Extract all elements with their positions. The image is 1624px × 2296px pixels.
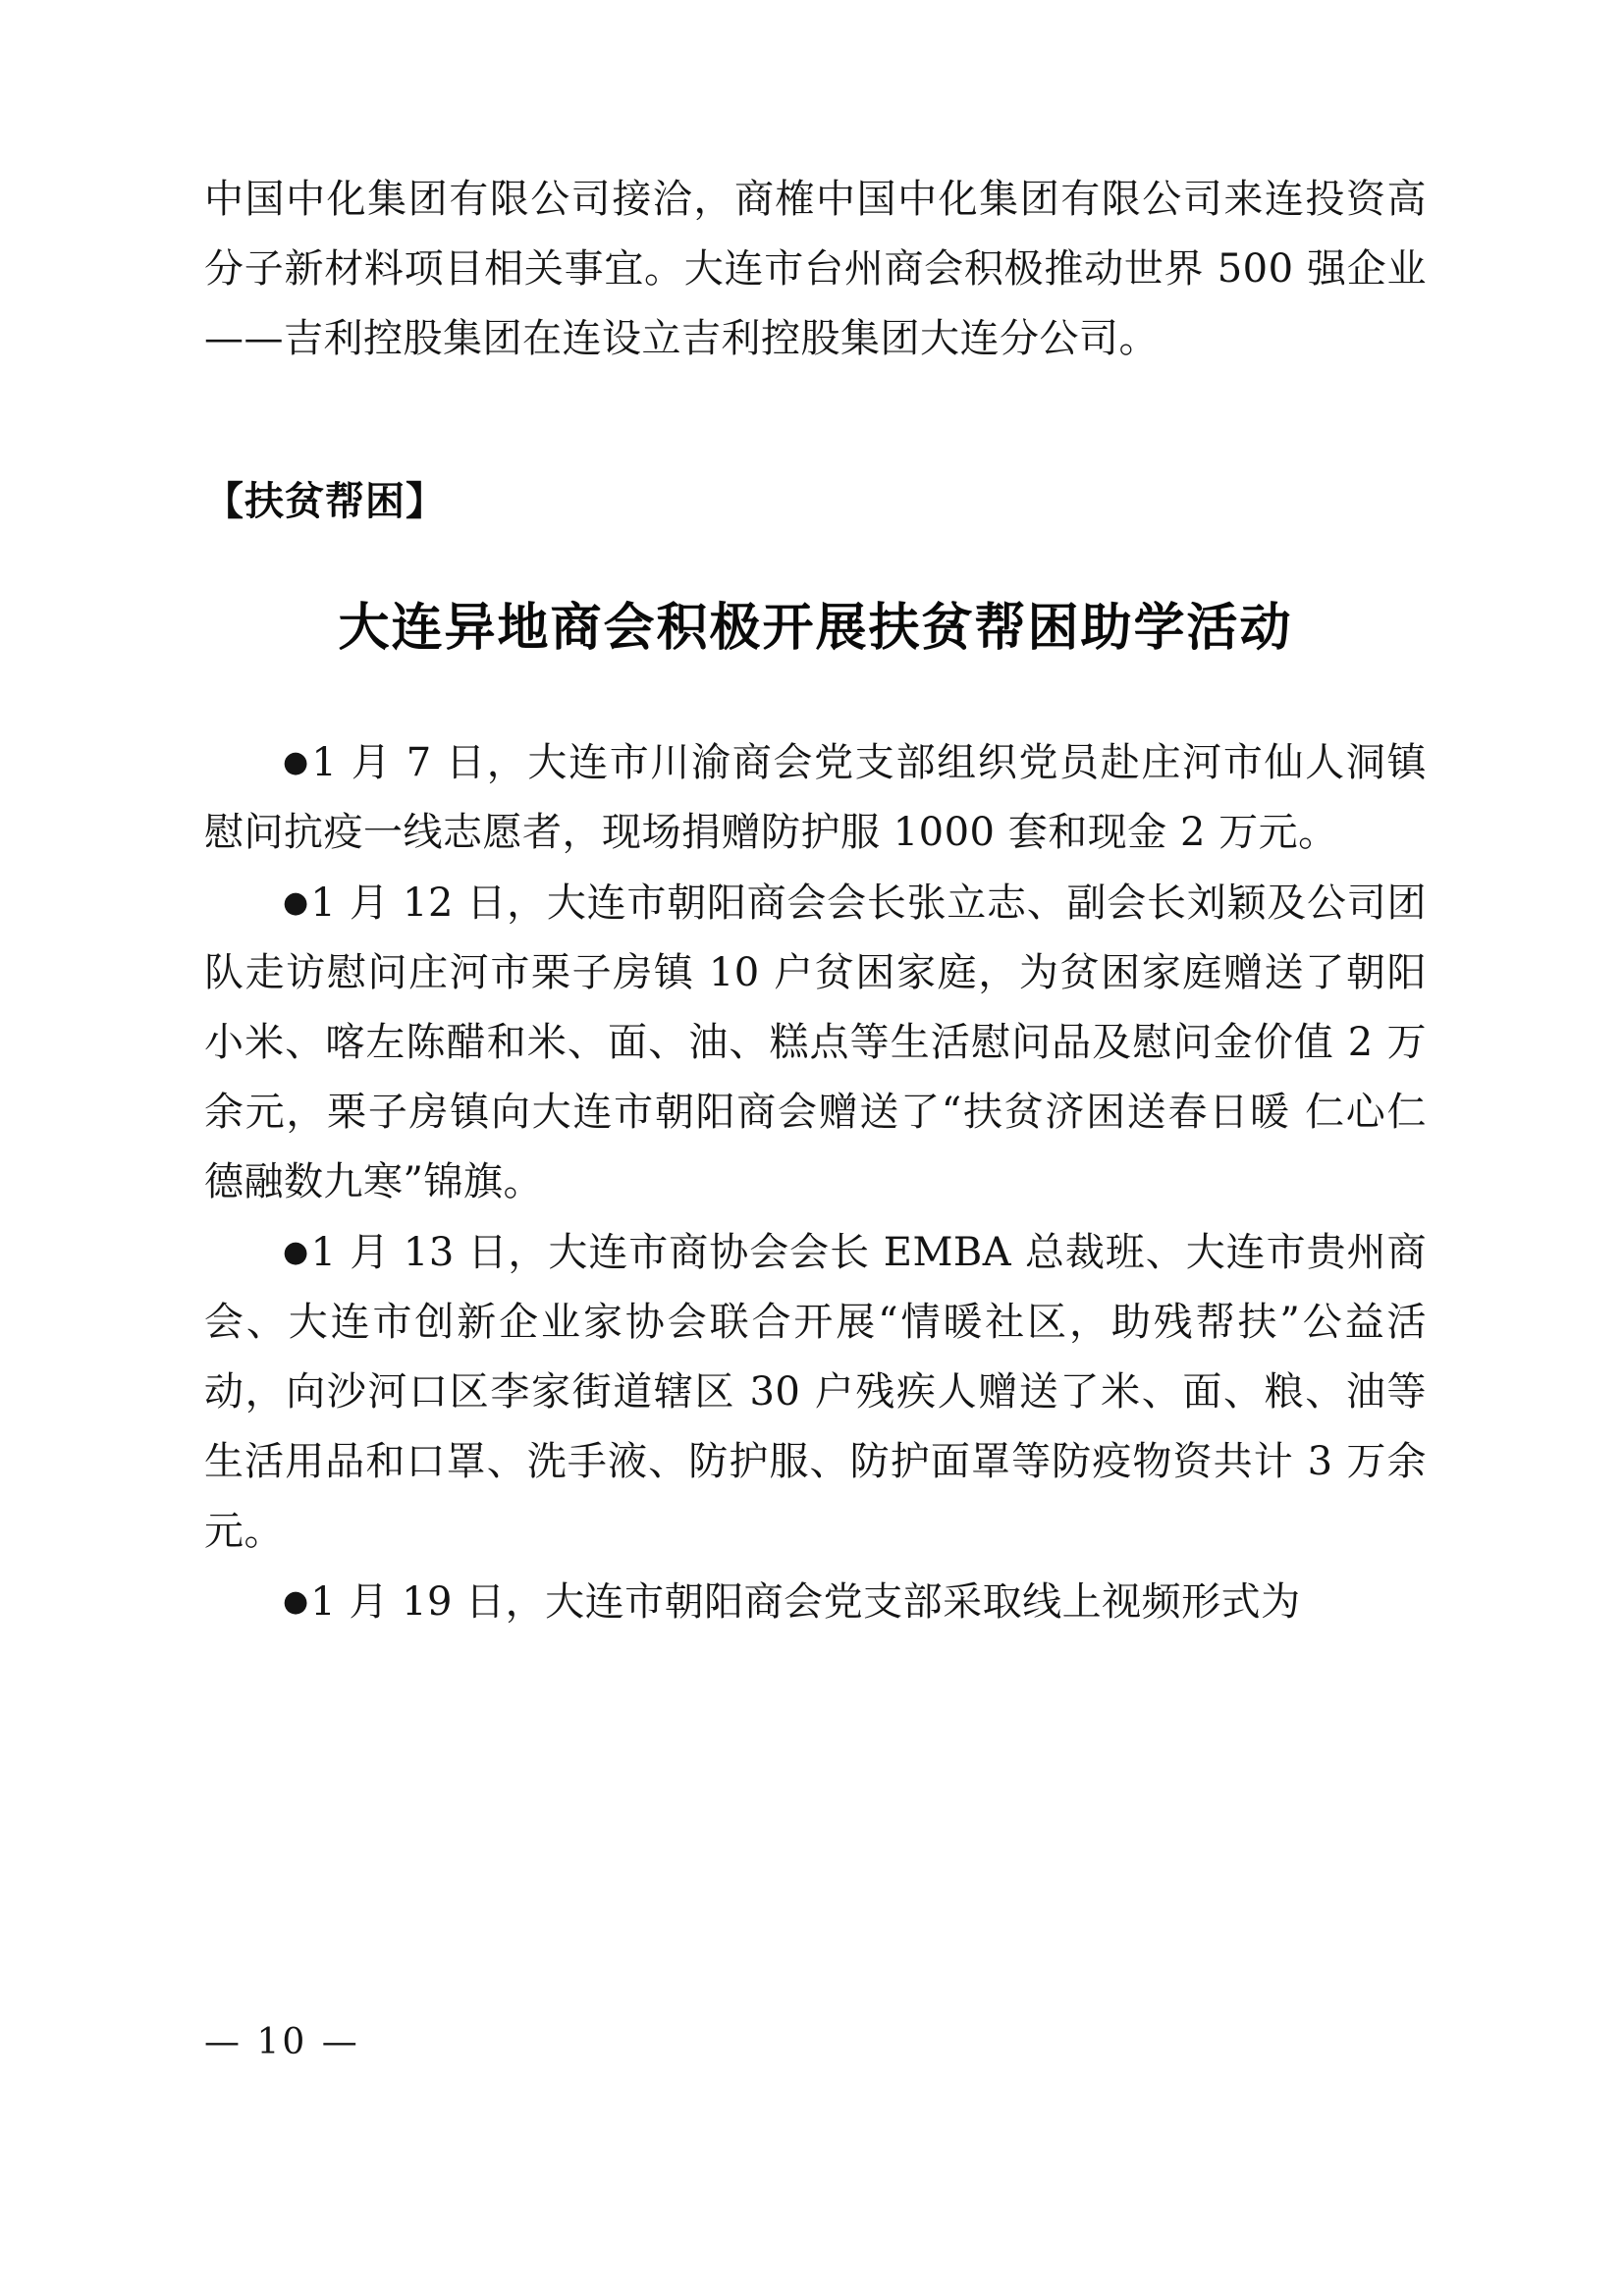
page-footer xyxy=(204,2022,1427,2062)
page-content xyxy=(204,165,1427,1637)
list-item xyxy=(204,1217,1427,1567)
list-item-text: 1 月 7 日，大连市川渝商会党支部组织党员赴庄河市仙人洞镇慰问抗疫一线志愿者，现场捐赠防护服 1000 套和现金 2 万元。 xyxy=(204,740,1427,855)
list-item xyxy=(204,1567,1427,1637)
bullet-list xyxy=(204,727,1427,1637)
bullet-dot-icon: ● xyxy=(283,1235,311,1269)
list-item xyxy=(204,727,1427,868)
bullet-dot-icon: ● xyxy=(283,745,312,779)
page-number: — 10 — xyxy=(204,2022,360,2062)
list-item-text: 1 月 19 日，大连市朝阳商会党支部采取线上视频形式为 xyxy=(310,1579,1301,1625)
bullet-dot-icon: ● xyxy=(283,885,311,920)
list-item-text: 1 月 13 日，大连市商协会会长 EMBA 总裁班、大连市贵州商会、大连市创新企业家协会联合开展“情暖社区，助残帮扶”公益活动，向沙河口区李家街道辖区 30 户残疾人赠送了米、面、粮、油等生活用品和口罩、洗手液、防护服、防护面罩等防疫物资共计 3 万余元。 xyxy=(204,1230,1427,1554)
headline-block xyxy=(204,592,1427,665)
page-title: 大连异地商会积极开展扶贫帮困助学活动 xyxy=(338,599,1293,658)
bullet-dot-icon: ● xyxy=(283,1584,311,1619)
list-item-text: 1 月 12 日，大连市朝阳商会会长张立志、副会长刘颖及公司团队走访慰问庄河市栗子房镇 10 户贫困家庭，为贫困家庭赠送了朝阳小米、喀左陈醋和米、面、油、糕点等生活慰问品及慰问金价值 2 万余元，栗子房镇向大连市朝阳商会赠送了“扶贫济困送春日暖 仁心仁德融数九寒”锦旗。 xyxy=(204,881,1427,1204)
continued-paragraph: 中国中化集团有限公司接洽，商榷中国中化集团有限公司来连投资高分子新材料项目相关事宜。大连市台州商会积极推动世界 500 强企业——吉利控股集团在连设立吉利控股集团大连分公司。 xyxy=(204,177,1427,361)
list-item xyxy=(204,868,1427,1217)
section-label: 【扶贫帮困】 xyxy=(204,479,446,524)
section-label-block xyxy=(204,472,1427,531)
